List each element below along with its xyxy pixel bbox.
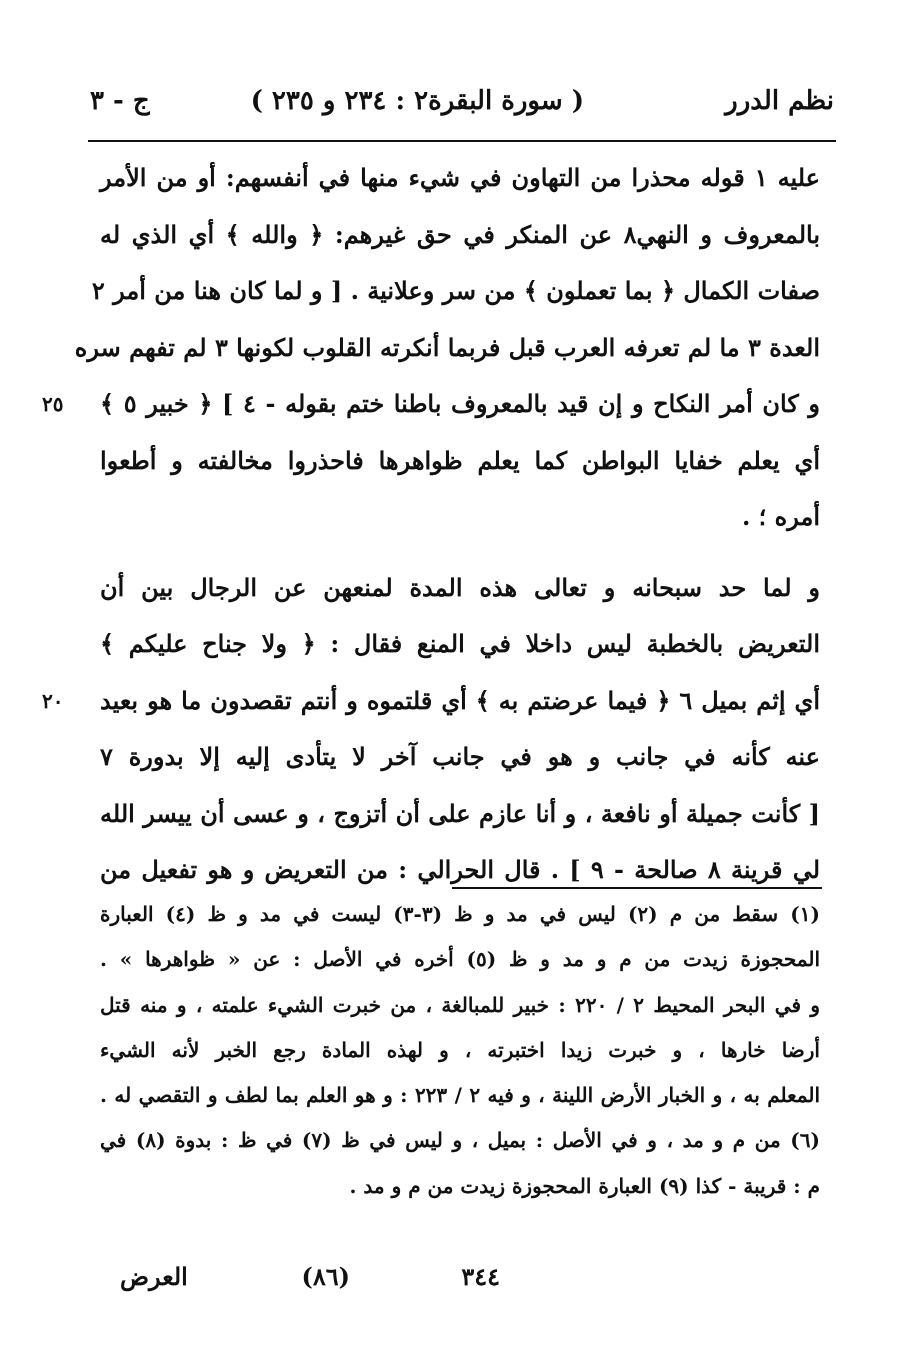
text-line: أمره ؛ .	[741, 502, 820, 531]
text-line: عنه كأنه في جانب و هو في جانب آخر لا يتأدى إليه إلا بدورة ٧	[100, 742, 820, 771]
text-line: التعريض بالخطبة ليس داخلا في المنع فقال : ﴿ ولا جناح عليكم ﴾	[100, 629, 820, 658]
text-line: أي يعلم خفايا البواطن كما يعلم ظواهرها فاحذروا مخالفته و أطعوا	[100, 445, 820, 475]
running-title: نظم الدرر	[725, 86, 834, 116]
text-line: العدة ٣ ما لم تعرفه العرب قبل فربما أنكرته القلوب لكونها ٣ لم تفهم سره	[74, 332, 820, 362]
volume-reference: ج - ٣	[90, 86, 150, 116]
catchword: العرض	[120, 1262, 188, 1291]
text-line: و كان أمر النكاح و إن قيد بالمعروف باطنا ختم بقوله - ٤ ] ﴿ خبير ٥ ﴾ ٢٥	[100, 376, 820, 433]
text-line: بالمعروف و النهي٨ عن المنكر في حق غيرهم: ﴿ والله ﴾ أي الذي له	[100, 219, 821, 249]
text-line: أي إثم بميل ٦ ﴿ فيما عرضتم به ﴾ أي قلتموه و أنتم تقصدون ما هو بعيد ٢٠	[100, 673, 820, 730]
surah-reference: ( سورة البقرة٢ : ٢٣٤ و ٢٣٥ )	[250, 86, 584, 116]
main-text	[42, 150, 821, 899]
page-footer	[100, 1262, 820, 1302]
text-line: صفات الكمال ﴿ بما تعملون ﴾ من سر وعلانية . [ و لما كان هنا من أمر ٢	[91, 276, 820, 305]
footnote-divider	[452, 887, 822, 889]
footnote-line: أرضا خارها ، و خبرت زيدا اختبرته ، و لهذه المادة رجع الخبر لأنه الشيء	[100, 1037, 820, 1062]
text-line: عليه ١ قوله محذرا من التهاون في شيء منها في أنفسهم: أو من الأمر	[100, 163, 820, 192]
footnote-line: (٦) من م و مد ، و في الأصل : بميل ، و ليس في ظ (٧) في ظ : بدوة (٨) في	[100, 1128, 820, 1153]
page-number: ٣٤٤	[461, 1262, 500, 1291]
footnote-line: المعلم به ، و الخبار الأرض اللينة ، و فيه ٢ / ٢٢٣ : و هو العلم بما لطف و التقصي له .	[100, 1083, 821, 1108]
footnotes	[100, 892, 820, 1209]
footnote-line: و في البحر المحيط ٢ / ٢٢٠ : خبير للمبالغة ، من خبرت الشيء علمته ، و منه قتل	[100, 992, 821, 1017]
signature-number: (٨٦)	[301, 1262, 350, 1291]
line-number-marker: ٢٥	[42, 392, 64, 416]
text-line: لي قرينة ٨ صالحة - ٩ ] . قال الحرالي : من التعريض و هو تفعيل من	[100, 855, 821, 884]
footnote-line: (١) سقط من م (٢) ليس في مد و ظ (٣-٣) ليست في مد و ظ (٤) العبارة	[100, 902, 820, 926]
header-divider	[88, 140, 836, 142]
text-line: و لما حد سبحانه و تعالى هذه المدة لمنعهن عن الرجال بين أن	[100, 572, 820, 602]
footnote-line: المحجوزة زيدت من م و مد و ظ (٥) أخره في الأصل : عن « ظواهرها » .	[100, 947, 821, 972]
line-number-marker: ٢٠	[42, 688, 64, 713]
page-header	[90, 86, 834, 126]
footnote-line: م : قريبة - كذا (٩) العبارة المحجوزة زيدت من م و مد .	[349, 1173, 820, 1198]
text-line: [ كأنت جميلة أو نافعة ، و أنا عازم على أن أتزوج ، و عسى أن ييسر الله	[100, 798, 820, 828]
